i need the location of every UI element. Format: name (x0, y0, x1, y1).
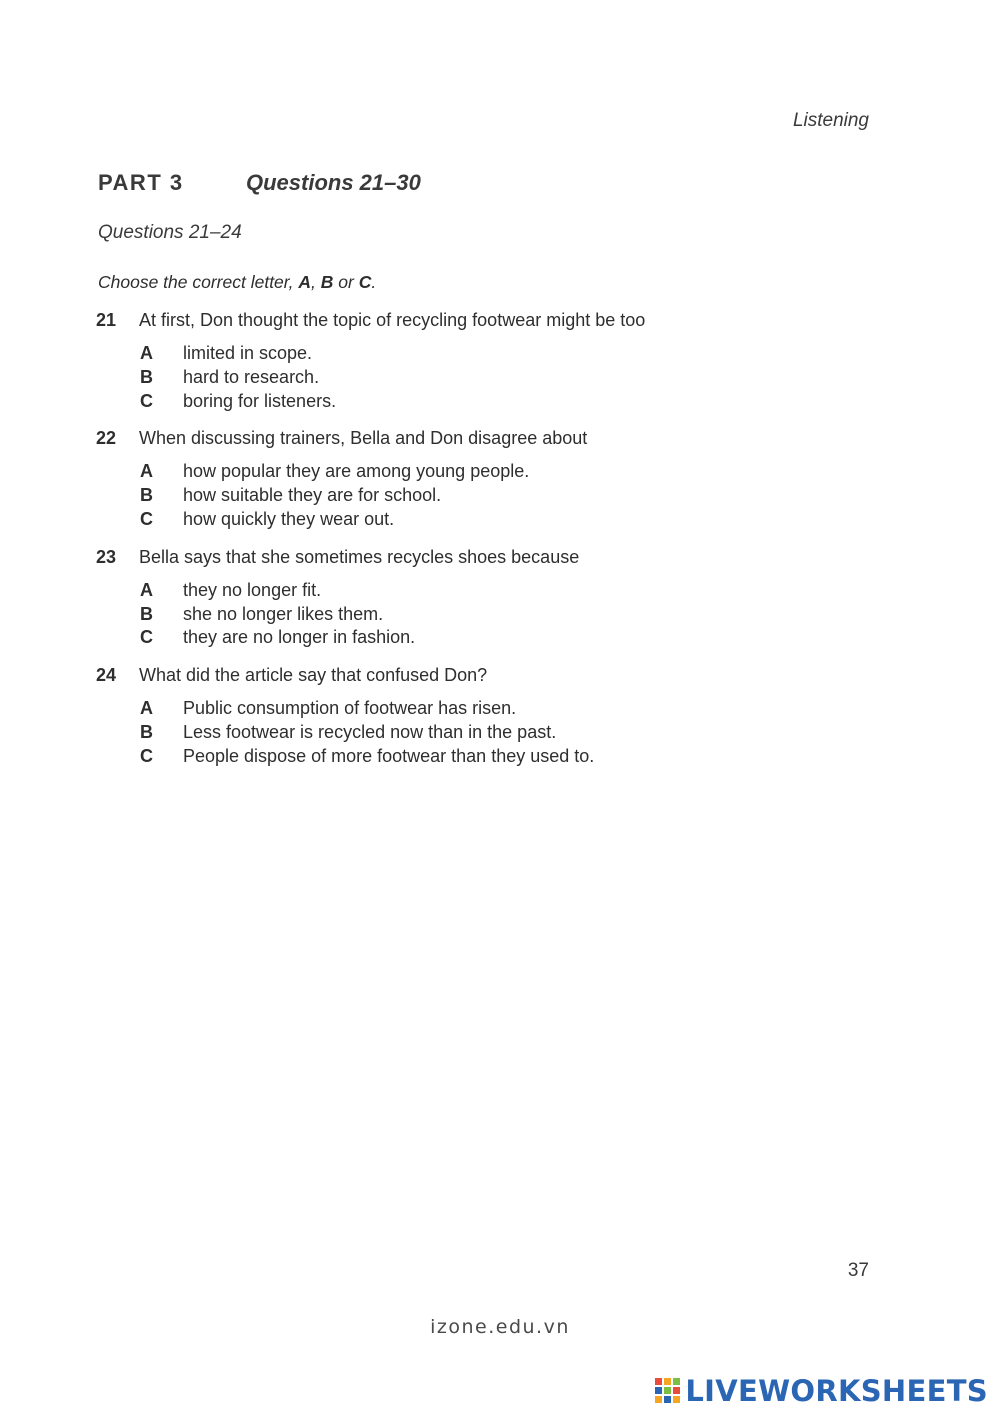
option-letter: C (140, 627, 153, 648)
source-watermark: izone.edu.vn (430, 1316, 570, 1338)
question-22 (96, 426, 796, 531)
instruction-sep2: or (333, 272, 359, 292)
liveworksheets-brand (655, 1374, 988, 1408)
option-list (140, 697, 796, 768)
instruction-letter-a: A (298, 272, 312, 292)
option-letter: A (140, 343, 153, 363)
part-range: Questions 21–30 (246, 170, 421, 195)
option-letter: A (140, 698, 153, 719)
instruction-suffix: . (371, 272, 377, 292)
option-b[interactable] (140, 366, 796, 390)
instruction-letter-b: B (320, 272, 334, 292)
option-text: how quickly they wear out. (183, 508, 395, 529)
option-text: Public consumption of footwear has risen. (183, 698, 517, 719)
option-text: they no longer fit. (183, 579, 322, 600)
option-text: hard to research. (183, 366, 320, 387)
question-21 (96, 308, 796, 413)
option-letter: B (140, 485, 153, 506)
question-text: What did the article say that confused Don? (139, 665, 488, 686)
option-text: boring for listeners. (183, 390, 337, 411)
question-text: When discussing trainers, Bella and Don disagree about (139, 428, 588, 449)
option-c[interactable] (140, 745, 796, 769)
option-b[interactable] (140, 721, 796, 745)
option-letter: C (140, 390, 153, 411)
option-a[interactable] (140, 579, 796, 603)
option-letter: B (140, 721, 153, 742)
option-text: she no longer likes them. (183, 603, 384, 624)
liveworksheets-logo-icon (655, 1378, 681, 1404)
option-letter: C (140, 508, 153, 529)
question-text: Bella says that she sometimes recycles shoes because (139, 546, 580, 567)
option-text: Less footwear is recycled now than in the past. (183, 721, 557, 742)
question-number: 21 (96, 310, 117, 330)
option-list (140, 460, 796, 531)
question-number: 24 (96, 665, 117, 686)
brand-name: LIVEWORKSHEETS (685, 1374, 988, 1408)
instruction (98, 272, 376, 293)
questions-subheading: Questions 21–24 (98, 222, 242, 243)
part-heading (98, 170, 421, 196)
part-label: PART 3 (98, 170, 184, 195)
option-letter: A (140, 579, 153, 600)
instruction-letter-c: C (358, 272, 372, 292)
option-letter: A (140, 461, 153, 482)
option-c[interactable] (140, 390, 796, 414)
option-list (140, 342, 796, 413)
question-text: At first, Don thought the topic of recycling footwear might be too (139, 310, 646, 330)
instruction-prefix: Choose the correct letter, (98, 272, 299, 292)
option-list (140, 579, 796, 650)
option-b[interactable] (140, 603, 796, 627)
option-text: limited in scope. (183, 343, 313, 363)
option-text: People dispose of more footwear than they used to. (183, 745, 595, 766)
option-letter: C (140, 745, 153, 766)
question-number: 23 (96, 546, 117, 567)
option-letter: B (140, 366, 153, 387)
option-text: how popular they are among young people. (183, 461, 530, 482)
option-c[interactable] (140, 508, 796, 532)
question-24 (96, 663, 796, 768)
question-list (96, 308, 796, 782)
option-c[interactable] (140, 626, 796, 650)
option-b[interactable] (140, 484, 796, 508)
instruction-sep1: , (311, 272, 321, 292)
option-a[interactable] (140, 460, 796, 484)
option-letter: B (140, 603, 153, 624)
question-23 (96, 545, 796, 650)
option-text: they are no longer in fashion. (183, 627, 416, 648)
page-number: 37 (847, 1260, 869, 1281)
option-text: how suitable they are for school. (183, 485, 442, 506)
question-number: 22 (96, 428, 117, 449)
option-a[interactable] (140, 697, 796, 721)
option-a[interactable] (140, 342, 796, 366)
section-title: Listening (792, 110, 869, 131)
